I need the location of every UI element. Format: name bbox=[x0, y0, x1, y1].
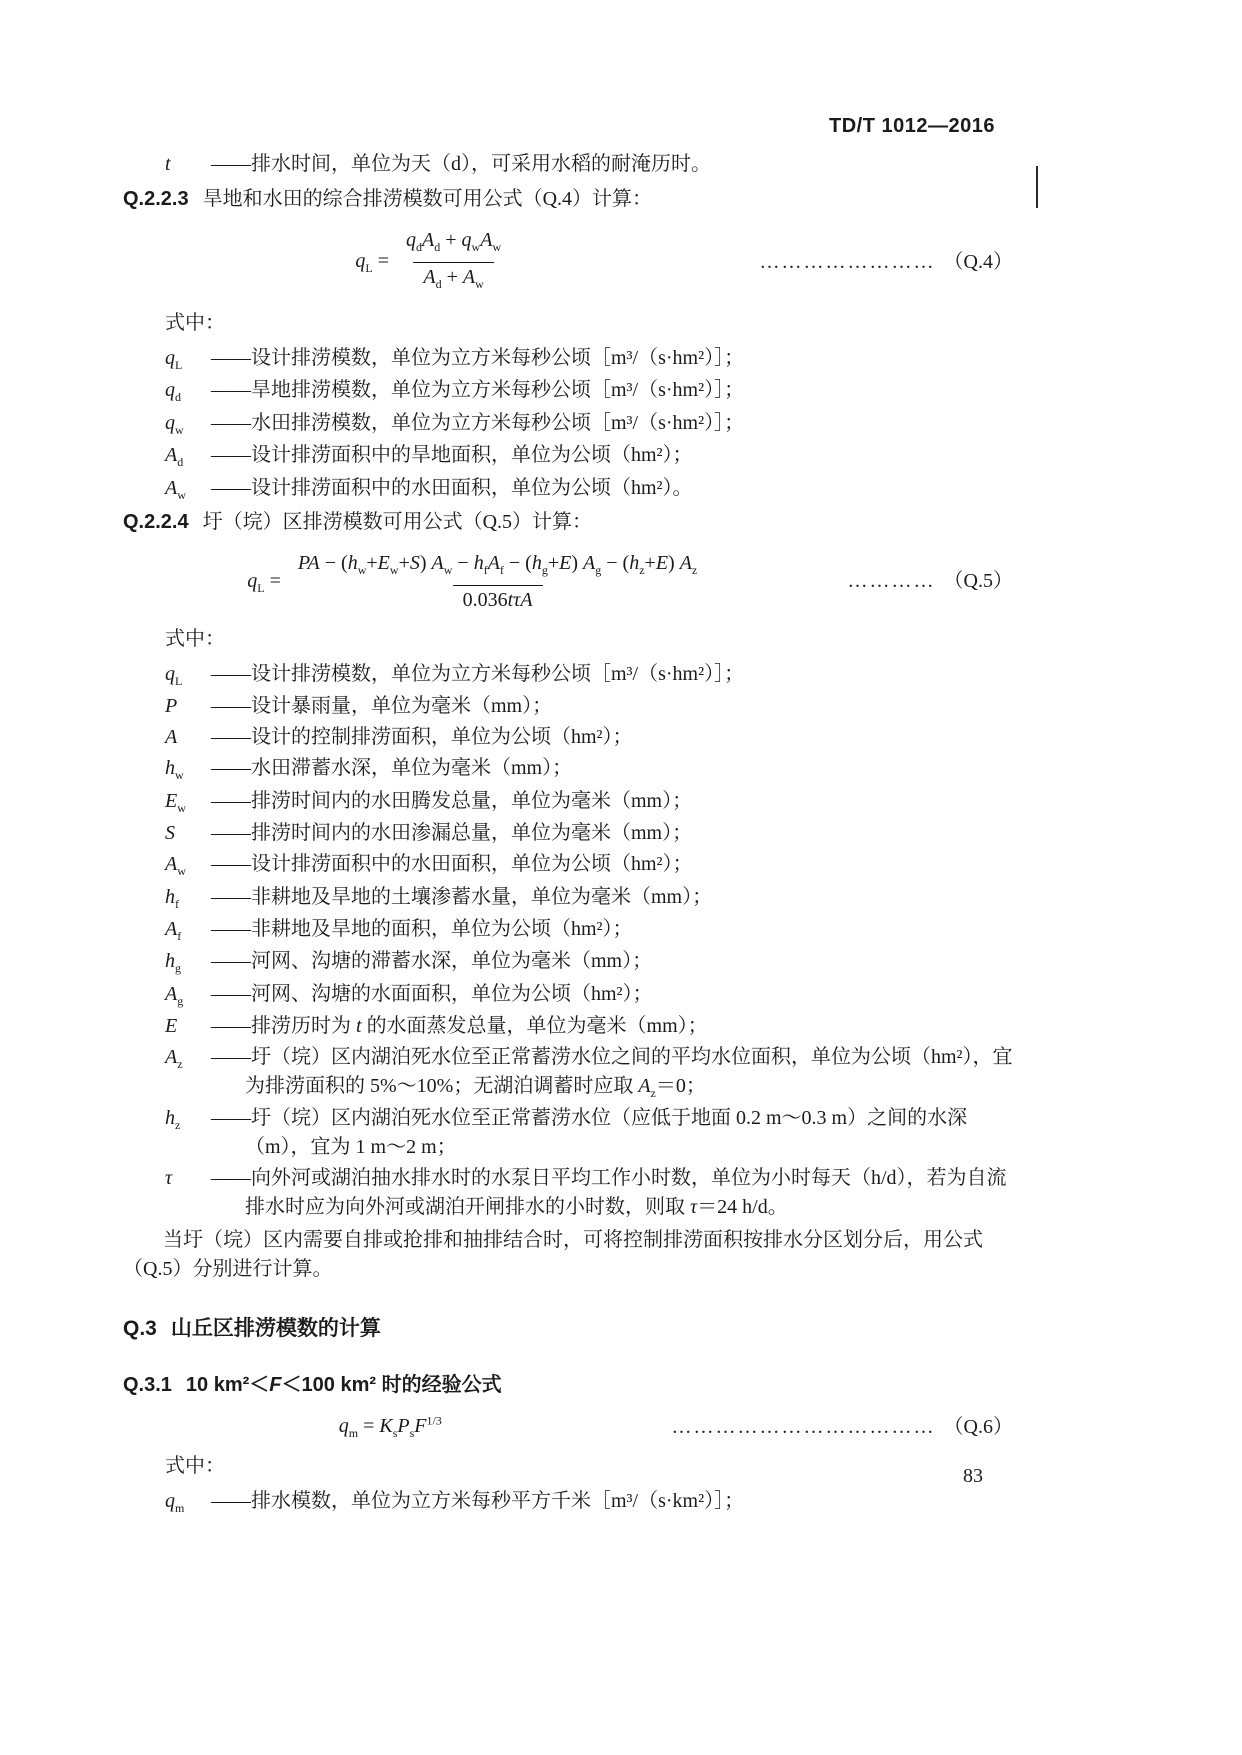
def-item-tau bbox=[165, 1164, 1013, 1222]
term-tau: τ bbox=[165, 1167, 173, 1190]
term-h-g: $h_g$ bbox=[165, 950, 181, 976]
def-item-q-d bbox=[165, 376, 1013, 406]
fraction-numerator: PA − $(h_w+E_w+S) A_w - h_fA_f - (h_g+E) A_g - (h_z+E)$ $A_z$ bbox=[297, 551, 698, 577]
definition-text: ——旱地排涝模数，单位为立方米每秒公顷［m³/（s·hm²）］； bbox=[211, 379, 745, 402]
def-item-q-w bbox=[165, 409, 1013, 439]
dot-leader: ………… bbox=[847, 570, 936, 593]
definition-text: ——河网、沟塘的滞蓄水深，单位为毫米（mm）； bbox=[211, 950, 653, 973]
definition-desc bbox=[211, 787, 1013, 817]
formula-q5-fraction bbox=[288, 549, 707, 615]
definition-desc bbox=[211, 980, 1013, 1010]
definition-text: ——非耕地及旱地的土壤渗蓄水量，单位为毫米（mm）； bbox=[211, 885, 713, 908]
definition-list-q5 bbox=[123, 660, 1013, 1223]
definition-desc bbox=[211, 344, 1013, 374]
def-item-a-f bbox=[165, 915, 1013, 945]
clause-q224 bbox=[123, 508, 1013, 537]
page-number: 83 bbox=[963, 1465, 983, 1487]
definition-desc bbox=[211, 754, 1013, 784]
def-item-a-g bbox=[165, 980, 1013, 1010]
formula-q5 bbox=[123, 549, 834, 615]
def-item-h-f bbox=[165, 883, 1013, 913]
def-item-p bbox=[165, 692, 1013, 721]
term-h-f: $h_f$ bbox=[165, 885, 179, 911]
fraction-numerator: $q_dA_d + q_wA_w$ bbox=[406, 229, 502, 254]
def-item-h-z bbox=[165, 1104, 1013, 1162]
definition-desc bbox=[211, 723, 1013, 752]
def-item-q-m bbox=[165, 1487, 1013, 1517]
term-a: A bbox=[165, 726, 178, 749]
equation-number-q5: （Q.5） bbox=[943, 570, 1013, 593]
heading-text: ＜100 km² 时的经验公式 bbox=[281, 1373, 502, 1396]
equation-number-q6: （Q.6） bbox=[943, 1415, 1013, 1438]
closing-paragraph: 当圩（垸）区内需要自排或抢排和抽排结合时，可将控制排涝面积按排水分区划分后，用公式（Q.5）分别进行计算。 bbox=[123, 1229, 983, 1281]
term-e: E bbox=[165, 1015, 178, 1038]
definition-desc bbox=[211, 947, 1013, 977]
definition-text: ——圩（垸）区内湖泊死水位至正常蓄涝水位（应低于地面 0.2 m～0.3 m）之间的水深（m），宜为 1 m～2 m； bbox=[211, 1107, 968, 1159]
formula-q4 bbox=[123, 226, 746, 299]
fraction-denominator: 0.036tτA bbox=[453, 585, 543, 615]
definition-text: ——设计的控制排涝面积，单位为公顷（hm²）； bbox=[211, 726, 633, 749]
clause-number: Q.2.2.4 bbox=[123, 510, 189, 533]
clause-number: Q.2.2.3 bbox=[123, 188, 189, 210]
term-t: t bbox=[165, 153, 171, 175]
definition-desc bbox=[211, 474, 1013, 504]
definition-list-q6 bbox=[123, 1487, 1013, 1517]
heading-text: 10 km²＜ bbox=[185, 1373, 270, 1396]
definition-desc bbox=[211, 660, 1013, 690]
term-q-d: $q_d$ bbox=[165, 379, 181, 405]
formula-q5-row bbox=[123, 549, 1013, 615]
clause-title: 圩（垸）区排涝模数可用公式（Q.5）计算： bbox=[202, 510, 593, 533]
term-q-l: $q_L$ bbox=[165, 662, 183, 688]
where-label: 式中： bbox=[165, 312, 225, 334]
section-title: 山丘区排涝模数的计算 bbox=[170, 1317, 381, 1341]
inline-math: F bbox=[269, 1373, 282, 1396]
term-q-l: $q_L$ bbox=[165, 347, 183, 372]
definition-desc bbox=[211, 1164, 1013, 1222]
def-item-q-l bbox=[165, 660, 1013, 690]
formula-q4-fraction bbox=[396, 226, 511, 299]
definition-text: ——排水模数，单位为立方米每秒平方千米［m³/（s·km²）］； bbox=[211, 1490, 745, 1513]
definition-text: ——设计排涝面积中的水田面积，单位为公顷（hm²）； bbox=[211, 853, 693, 876]
definition-desc bbox=[211, 883, 1013, 913]
definition-text: ——非耕地及旱地的面积，单位为公顷（hm²）； bbox=[211, 917, 633, 940]
section-title bbox=[186, 1374, 502, 1396]
definition-text: ——设计排涝模数，单位为立方米每秒公顷［m³/（s·hm²）］； bbox=[211, 347, 745, 369]
definition-desc bbox=[211, 819, 1013, 848]
term-p: P bbox=[165, 695, 178, 718]
dot-leader: ……………………………… bbox=[671, 1415, 936, 1438]
definition-list-q4 bbox=[123, 344, 1013, 504]
formula-q6 bbox=[123, 1412, 658, 1442]
clause-title: 旱地和水田的综合排涝模数可用公式（Q.4）计算： bbox=[202, 188, 653, 210]
term-e-w: $E_w$ bbox=[165, 789, 186, 815]
inline-math: $A_z=0$； bbox=[638, 1075, 706, 1101]
def-item-a-w bbox=[165, 474, 1013, 504]
definition-text: ——排涝时间内的水田渗漏总量，单位为毫米（mm）； bbox=[211, 822, 693, 845]
section-q3-heading bbox=[123, 1314, 1013, 1344]
definition-desc bbox=[211, 1104, 1013, 1162]
definition-desc bbox=[211, 1012, 1013, 1041]
definition-text: ——排涝时间内的水田腾发总量，单位为毫米（mm）； bbox=[211, 789, 693, 812]
inline-math: t bbox=[356, 1015, 362, 1038]
def-item-e bbox=[165, 1012, 1013, 1041]
where-label: 式中： bbox=[165, 627, 225, 650]
definition-text: ——设计排涝模数，单位为立方米每秒公顷［m³/（s·hm²）］； bbox=[211, 662, 745, 685]
formula-q6-row bbox=[123, 1412, 1013, 1442]
definition-text: ——设计排涝面积中的水田面积，单位为公顷（hm²）。 bbox=[211, 476, 693, 499]
formula-q5-lhs: $q_L$ = bbox=[247, 569, 286, 595]
def-item-h-g bbox=[165, 947, 1013, 977]
definition-desc bbox=[211, 150, 1013, 179]
section-q31-heading bbox=[123, 1371, 1013, 1400]
formula-q4-lhs: $q_L$ = bbox=[355, 250, 395, 276]
definition-desc bbox=[211, 409, 1013, 439]
definition-text: ——水田滞蓄水深，单位为毫米（mm）； bbox=[211, 757, 573, 780]
dot-leader: …………………… bbox=[759, 251, 936, 273]
definition-desc bbox=[211, 376, 1013, 406]
definition-text: ——圩（垸）区内湖泊死水位至正常蓄涝水位之间的平均水位面积，单位为公顷（hm²），宜为排涝面积的 5%～10%；无湖泊调蓄时应取 bbox=[211, 1046, 1013, 1098]
document-code-header: TD/T 1012—2016 bbox=[829, 115, 995, 137]
definition-text: ——向外河或湖泊抽水排水时的水泵日平均工作小时数，单位为小时每天（h/d），若为自流排水时应为向外河或湖泊开闸排水的小时数，则取 bbox=[211, 1167, 1007, 1219]
def-item-a bbox=[165, 723, 1013, 752]
definition-desc bbox=[211, 692, 1013, 721]
definition-desc bbox=[211, 850, 1013, 880]
def-item-h-w bbox=[165, 754, 1013, 784]
term-h-w: $h_w$ bbox=[165, 757, 184, 783]
section-number: Q.3.1 bbox=[123, 1373, 172, 1396]
definition-desc bbox=[211, 915, 1013, 945]
section-number: Q.3 bbox=[123, 1317, 157, 1341]
def-item-a-d bbox=[165, 441, 1013, 471]
formula-q6-body: $q_m = K_sP_sF^{1/3}$ bbox=[338, 1413, 442, 1440]
definition-text: ——排涝历时为 bbox=[211, 1015, 356, 1038]
term-q-w: $q_w$ bbox=[165, 411, 184, 437]
revision-mark-line bbox=[1036, 166, 1038, 208]
term-a-g: $A_g$ bbox=[165, 982, 184, 1008]
where-label: 式中： bbox=[165, 1455, 225, 1478]
def-item-a-z bbox=[165, 1043, 1013, 1102]
definition-text: ——设计排涝面积中的旱地面积，单位为公顷（hm²）； bbox=[211, 444, 693, 467]
clause-q223 bbox=[123, 185, 1013, 214]
term-h-z: $h_z$ bbox=[165, 1107, 181, 1133]
definition-desc bbox=[211, 1487, 1013, 1517]
term-a-w: $A_w$ bbox=[165, 853, 186, 879]
term-a-z: $A_z$ bbox=[165, 1046, 183, 1072]
def-item-q-l bbox=[165, 344, 1013, 374]
definition-text: ——设计暴雨量，单位为毫米（mm）； bbox=[211, 695, 553, 718]
term-q-m: $q_m$ bbox=[165, 1490, 185, 1516]
term-a-d: $A_d$ bbox=[165, 444, 184, 470]
def-item-a-w bbox=[165, 850, 1013, 880]
term-s: S bbox=[165, 822, 175, 845]
definition-text: ——河网、沟塘的水面面积，单位为公顷（hm²）； bbox=[211, 982, 653, 1005]
term-a-f: $A_f$ bbox=[165, 917, 182, 943]
definition-text: ——水田排涝模数，单位为立方米每秒公顷［m³/（s·hm²）］； bbox=[211, 411, 745, 434]
definition-text: 的水面蒸发总量，单位为毫米（mm）； bbox=[361, 1015, 708, 1038]
formula-q4-row bbox=[123, 226, 1013, 299]
term-a-w: $A_w$ bbox=[165, 476, 186, 502]
definition-desc bbox=[211, 441, 1013, 471]
definition-desc bbox=[211, 1043, 1013, 1102]
fraction-denominator: $A_d + A_w$ bbox=[413, 262, 493, 299]
definition-text: ——排水时间，单位为天（d），可采用水稻的耐淹历时。 bbox=[211, 153, 711, 175]
def-item-s bbox=[165, 819, 1013, 848]
definition-item-t bbox=[123, 150, 1013, 179]
def-item-e-w bbox=[165, 787, 1013, 817]
equation-number-q4: （Q.4） bbox=[943, 251, 1013, 273]
inline-math: τ＝24 h/d。 bbox=[690, 1196, 788, 1219]
